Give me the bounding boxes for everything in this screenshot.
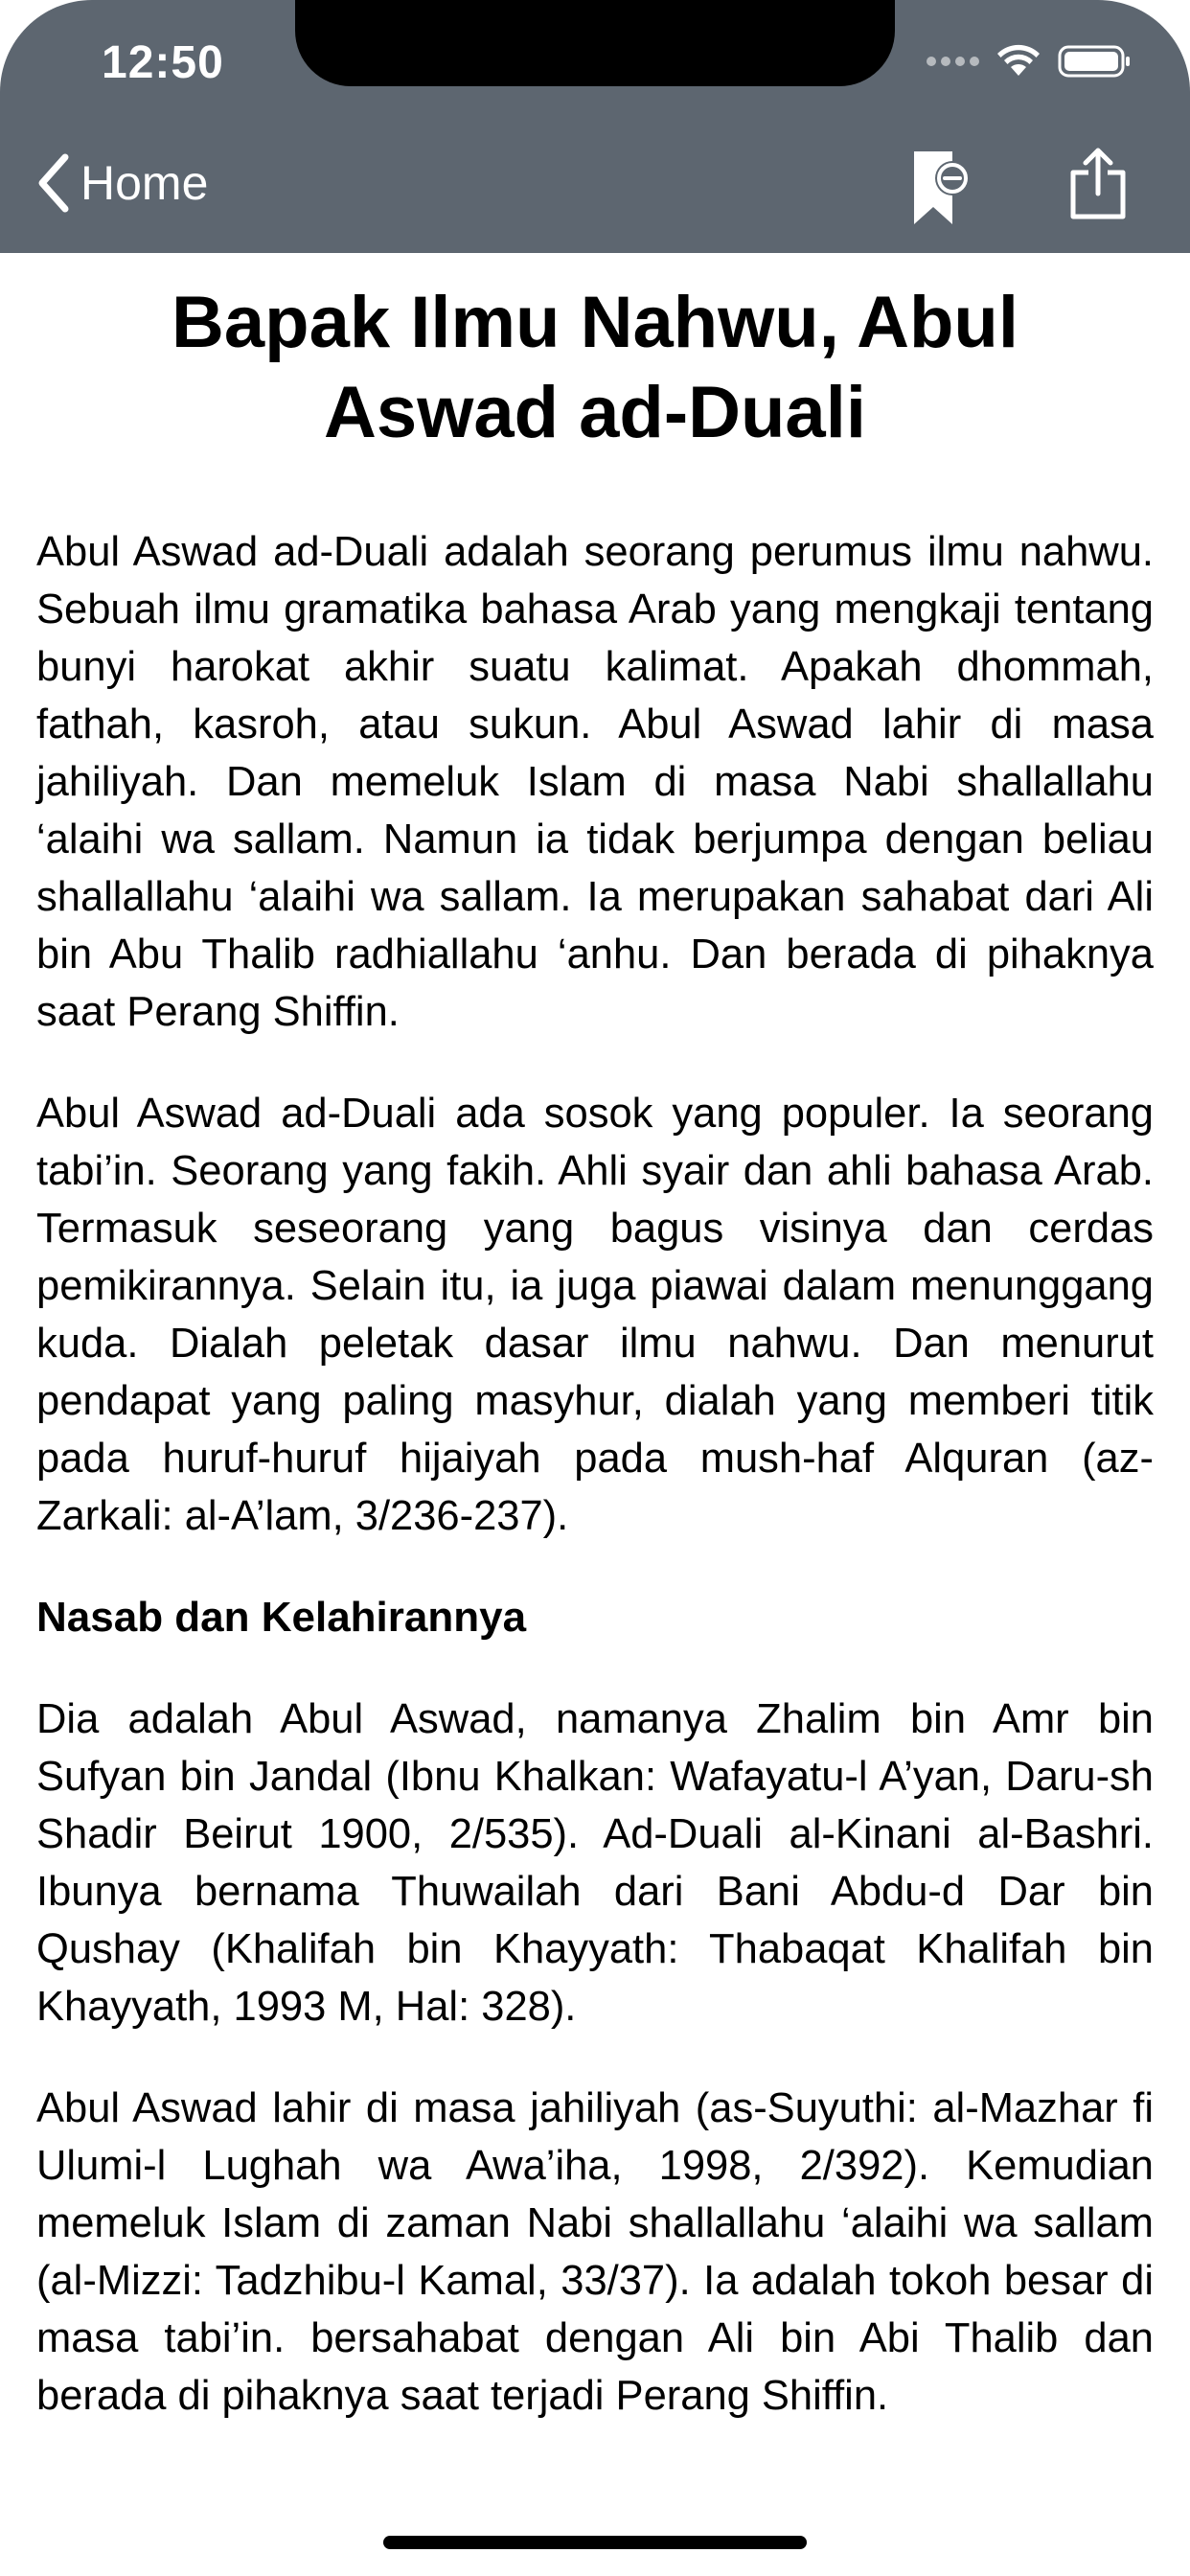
device-notch	[295, 0, 895, 86]
back-button-label: Home	[80, 156, 209, 210]
section-heading: Nasab dan Kelahirannya	[36, 1594, 527, 1641]
bookmark-remove-button[interactable]	[910, 148, 972, 233]
navigation-bar	[0, 0, 1190, 253]
signal-dots-icon	[927, 57, 979, 66]
wifi-icon	[996, 44, 1041, 79]
article-paragraph: Abul Aswad ad-Duali adalah seorang perumus ilmu nahwu. Sebuah ilmu gramatika bahasa Arab yang mengkaji tentang bunyi harokat akhir suatu kalimat. Apakah dhommah, fathah, kasroh, atau sukun. Abul Aswad lahir di masa jahiliyah. Dan memeluk Islam di masa Nabi shallallahu ‘alaihi wa sallam. Namun ia tidak berjumpa dengan beliau shallallahu ‘alaihi wa sallam. Ia merupakan sahabat dari Ali bin Abu Thalib radhiallahu ‘anhu. Dan berada di pihaknya saat Perang Shiffin.	[36, 529, 1154, 1035]
chevron-left-icon	[34, 153, 73, 213]
article-paragraph: Abul Aswad lahir di masa jahiliyah (as-Suyuthi: al-Mazhar fi Ulumi-l Lughah wa Awa’iha, 1998, 2/392). Kemudian memeluk Islam di zaman Nabi shallallahu ‘alaihi wa sallam (al-Mizzi: Tadzhibu-l Kamal, 33/37). Ia adalah tokoh besar di masa tabi’in. bersahabat dengan Ali bin Abi Thalib dan berada di pihaknya saat terjadi Perang Shiffin.	[36, 2085, 1154, 2419]
article-paragraph: Abul Aswad ad-Duali ada sosok yang populer. Ia seorang tabi’in. Seorang yang fakih. Ahli syair dan ahli bahasa Arab. Termasuk seseorang yang bagus visinya dan cerdas pemikirannya. Selain itu, ia juga piawai dalam menunggang kuda. Dialah peletak dasar ilmu nahwu. Dan menurut pendapat yang paling masyhur, dialah yang memberi titik pada huruf-huruf hijaiyah pada mush-haf Alquran (az-Zarkali: al-A’lam, 3/236-237).	[36, 1091, 1154, 1539]
home-indicator[interactable]	[383, 2536, 807, 2549]
status-time: 12:50	[102, 37, 224, 88]
article-title: Bapak Ilmu Nahwu, Abul Aswad ad-Duali	[172, 282, 1018, 453]
bookmark-remove-icon	[910, 148, 972, 228]
article-content	[36, 278, 1154, 2469]
share-button[interactable]	[1067, 148, 1129, 225]
battery-icon	[1058, 44, 1131, 79]
share-icon	[1067, 148, 1129, 220]
back-button[interactable]	[34, 153, 208, 213]
article-paragraph: Dia adalah Abul Aswad, namanya Zhalim bin Amr bin Sufyan bin Jandal (Ibnu Khalkan: Wafayatu-l A’yan, Daru-sh Shadir Beirut 1900, 2/535). Ad-Duali al-Kinani al-Bashri. Ibunya bernama Thuwailah dari Bani Abdu-d Dar bin Qushay (Khalifah bin Khayyath: Thabaqat Khalifah bin Khayyath, 1993 M, Hal: 328).	[36, 1696, 1154, 2030]
status-icons	[927, 44, 1131, 79]
